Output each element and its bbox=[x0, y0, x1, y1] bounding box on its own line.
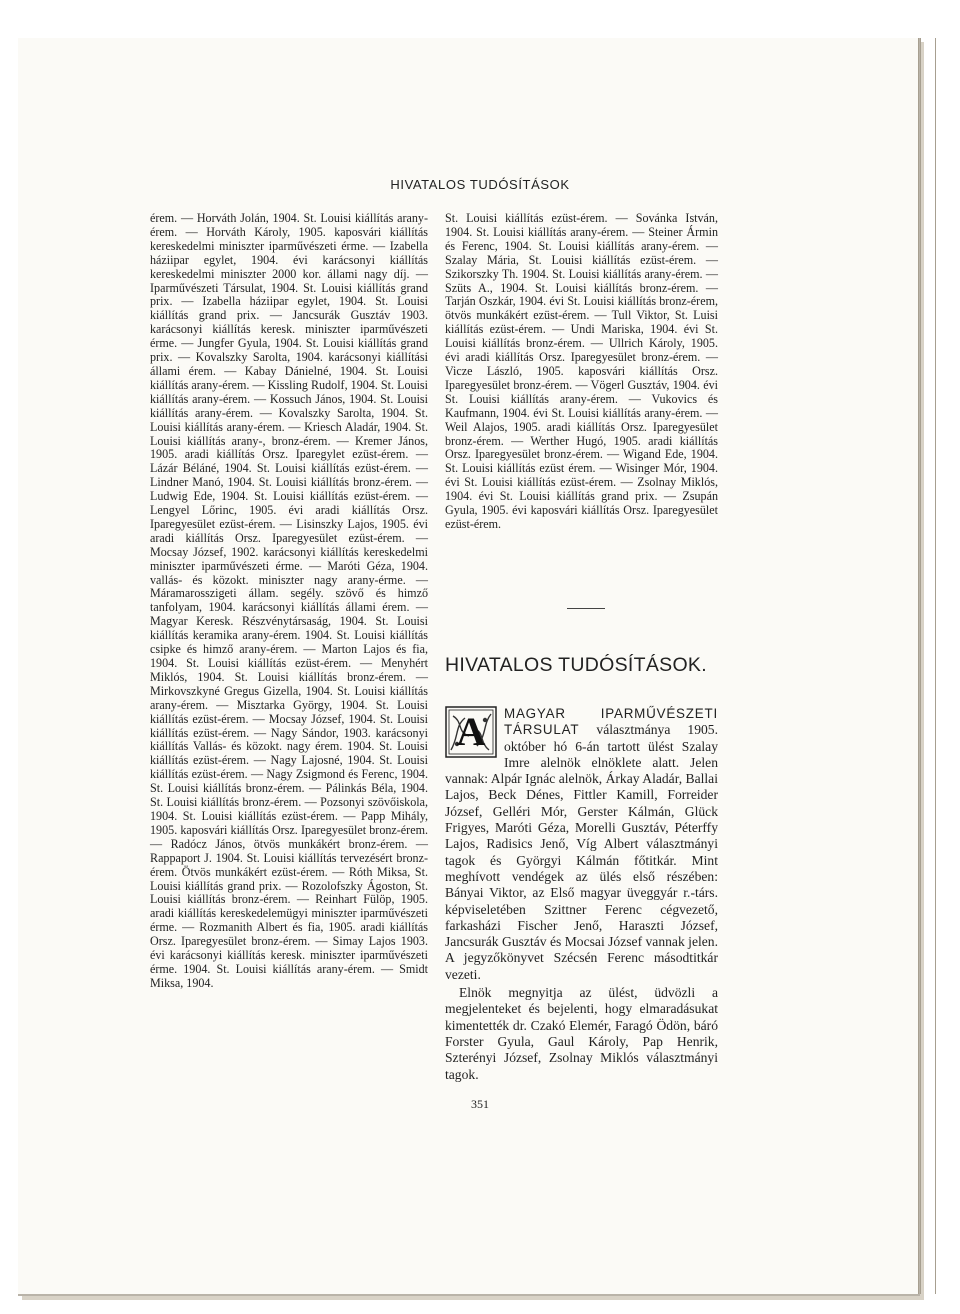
ornamental-initial-icon bbox=[445, 706, 497, 758]
right-column-text: St. Louisi kiállítás ezüst-érem. — Sovánka István, 1904. St. Louisi kiállítás arany-érem. — Steiner Ármin és Ferenc, 1904. St. Louisi kiállítás arany-érem. — Szalay Mária, St. Louisi kiállítás ezüst-érem. — Szikorszky Th. 1904. St. Louisi kiállítás arany-érem. — Szüts A., 1904. St. Louisi kiállítás bronz-érem. — Tarján Oszkár, 1904. évi St. Louisi kiállítás bronz-érem, ötvös munkákért ezüst-érem. — Tull Viktor, St. Luisi kiállítás ezüst-érem. — Undi Mariska, 1904. évi St. Louisi kiállítás bronz-érem. — Ullrich Károly, 1905. évi aradi kiállítás Orsz. Iparegyesület bronz-érem. — Vicze László, 1905. kaposvári kiállítás Orsz. Iparegyesület bronz-érem. — Vögerl Gusztáv, 1904. évi St. Louisi kiállítás arany-érem. — Vukovics és Kaufmann, 1904. évi St. Louisi kiállítás arany-érem. — Weil Alajos, 1905. aradi kiállítás Orsz. Iparegyesület bronz-érem. — Werther Hugó, 1905. aradi kiállítás Orsz. Iparegyesület bronz-érem. — Wigand Ede, 1904. St. Louisi kiállítás ezüst érem. — Wisinger Mór, 1904. évi St. Louisi kiállítás ezüst-érem. — Zsolnay Miklós, 1904. évi St. Louisi kiállítás grand prix. — Zsupán Gyula, 1905. évi kaposvári kiállítás Orsz. Iparegyesület ezüst-érem. bbox=[445, 211, 718, 531]
dropcap-letter: A bbox=[456, 709, 486, 754]
right-column bbox=[445, 212, 718, 532]
left-column-text: érem. — Horváth Jolán, 1904. St. Louisi kiállítás arany-érem. — Horváth Károly, 1905. kaposvári kiállítás kereskedelmi miniszter iparművészeti érme. — Izabella háziipar egylet, 1904. évi karácsonyi kiállítás kereskedelmi miniszter 2000 kor. állami nagy díj. — Iparművészeti Társulat, 1904. St. Louisi kiállítás grand prix. — Izabella háziipar egylet, 1904. St. Louisi kiállítás grand prix. — Jancsurák Gusztáv 1903. karácsonyi kiállítás keresk. miniszter iparművészeti érme. — Jungfer Gyula, 1904. St. Louisi kiállítás grand prix. — Kovalszky Sarolta, 1904. karácsonyi kiállítási állami érem. — Kabay Dánielné, 1904. St. Louisi kiállítás arany-érem. — Kissling Rudolf, 1904. St. Louisi kiállítás arany-érem. — Kossuch János, 1904. St. Louisi kiállítás arany-érem. — Kovalszky Sarolta, 1904. St. Louisi kiállítás arany-érem. — Kriesch Aladár, 1904. St. Louisi kiállítás arany-, bronz-érem. — Kremer János, 1905. aradi kiállítás Orsz. Iparegylet ezüst-érem. — Lázár Béláné, 1904. St. Louisi kiállítás ezüst-érem. — Lindner Manó, 1904. St. Louisi kiállítás bronz-érem. — Ludwig Ede, 1904. St. Louisi kiállítás ezüst-érem. — Lengyel Lőrinc, 1905. évi aradi kiállítás Orsz. Iparegyesület ezüst-érem. — Lisinszky Lajos, 1905. évi aradi kiállítás Orsz. Iparegyesület ezüst-érem. — Mocsay József, 1902. karácsonyi kiállítás kereskedelmi miniszter iparművészeti érme. — Maróti Géza, 1904. vallás- és közokt. miniszter nagy arany-érme. — Máramarosszigeti állam. segély. szövő és himző tanfolyam, 1904. karácsonyi kiállítás állami érem. — Magyar Keresk. Részvénytársaság, 1904. St. Louisi kiállítás keramika arany-érem. 1904. St. Louisi kiállítás csipke és himző arany-érem. — Marton Lajos és fia, 1904. St. Louisi kiállítás ezüst-érem. — Menyhért Miklós, 1904. St. Louisi kiállítás bronz-érem. — Mirkovszkyné Gregus Gizella, 1904. St. Louisi kiállítás arany-érem. — Misztarka György, 1904. St. Louisi kiállítás ezüst-érem. — Mocsay József, 1904. St. Louisi kiállítás ezüst-érem. — Nagy Sándor, 1903. karácsonyi kiállítás Vallás- és közokt. nagy érem. 1904. St. Louisi kiállítás ezüst-érem. — Nagy Lajosné, 1904. St. Louisi kiállítás ezüst-érem. — Nagy Zsigmond és Ferenc, 1904. St. Louisi kiállítás bronz-érem. — Pálinkás Béla, 1904. St. Louisi kiállítás bronz-érem. — Pozsonyi szövőiskola, 1904. St. Louisi kiállítás ezüst-érem. — Papp Mihály, 1905. kaposvári kiállítás Orsz. Iparegyesület bronz-érem. — Radócz János, ötvös munkákért bronz-érem. — Rappaport J. 1904. St. Louisi kiállítás tervezésért bronz-érem. Ötvös munkákért ezüst-érem. — Róth Miksa, St. Louisi kiállítás grand prix. — Rozolofszky Ágoston, St. Louisi kiállítás bronz-érem. — Reinhart Fülöp, 1905. aradi kiállítás kereskedelemügyi miniszter iparművészeti érme. — Rozmanith Albert és fia, 1905. aradi kiállítás Orsz. Iparegyesület bronz-érem. — Simay Lajos 1903. évi karácsonyi kiállítás keresk. miniszter iparművészeti érme. 1904. St. Louisi kiállítás arany-érem. — Smidt Miksa, 1904. bbox=[150, 211, 428, 990]
society-name: MAGYAR IPARMŰVÉSZETI TÁRSULAT bbox=[504, 706, 718, 738]
section-divider bbox=[567, 608, 605, 609]
running-head: HIVATALOS TUDÓSÍTÁSOK bbox=[390, 177, 570, 192]
section-title: HIVATALOS TUDÓSÍTÁSOK. bbox=[445, 654, 707, 676]
notice-paragraph-2: Elnök megnyitja az ülést, üdvözli a megjelenteket és bejelenti, hogy elmaradásukat kimentették dr. Czakó Elemér, Faragó Ödön, báró Forster Gyula, Gaul Károly, Pap Henrik, Szterényi József, Zsolnay Miklós választmányi tagok. bbox=[445, 985, 718, 1082]
left-column bbox=[150, 212, 428, 991]
page-number: 351 bbox=[471, 1097, 489, 1111]
notice-paragraph-1-text: választmánya 1905. október hó 6-án tartott ülést Szalay Imre alelnök elnöklete alatt. Jelen vannak: Alpár Ignác alelnök, Árkay Aladár, Ballai Lajos, Beck Dénes, Fittler Kamill, Forreider József, Gelléri Mór, Gerster Kálmán, Glück Frigyes, Maróti Géza, Morelli Gusztáv, Péterffy Lajos, Radisics Jenő, Víg Albert választmányi tagok és Györgyi Kálmán főtitkár. Mint meghívott vendégek az ülés első részében: Bányai Viktor, az Első magyar üveggyár r.-társ. képviseletében Szittner Ferenc cégvezető, farkasházi Fischer Jenő, Haraszti József, Jancsurák Gusztáv és Mocsai József vannak jelen. A jegyzőkönyvet Szécsén Ferenc másodtitkár vezeti. bbox=[445, 722, 718, 982]
notice-body bbox=[445, 706, 718, 1083]
